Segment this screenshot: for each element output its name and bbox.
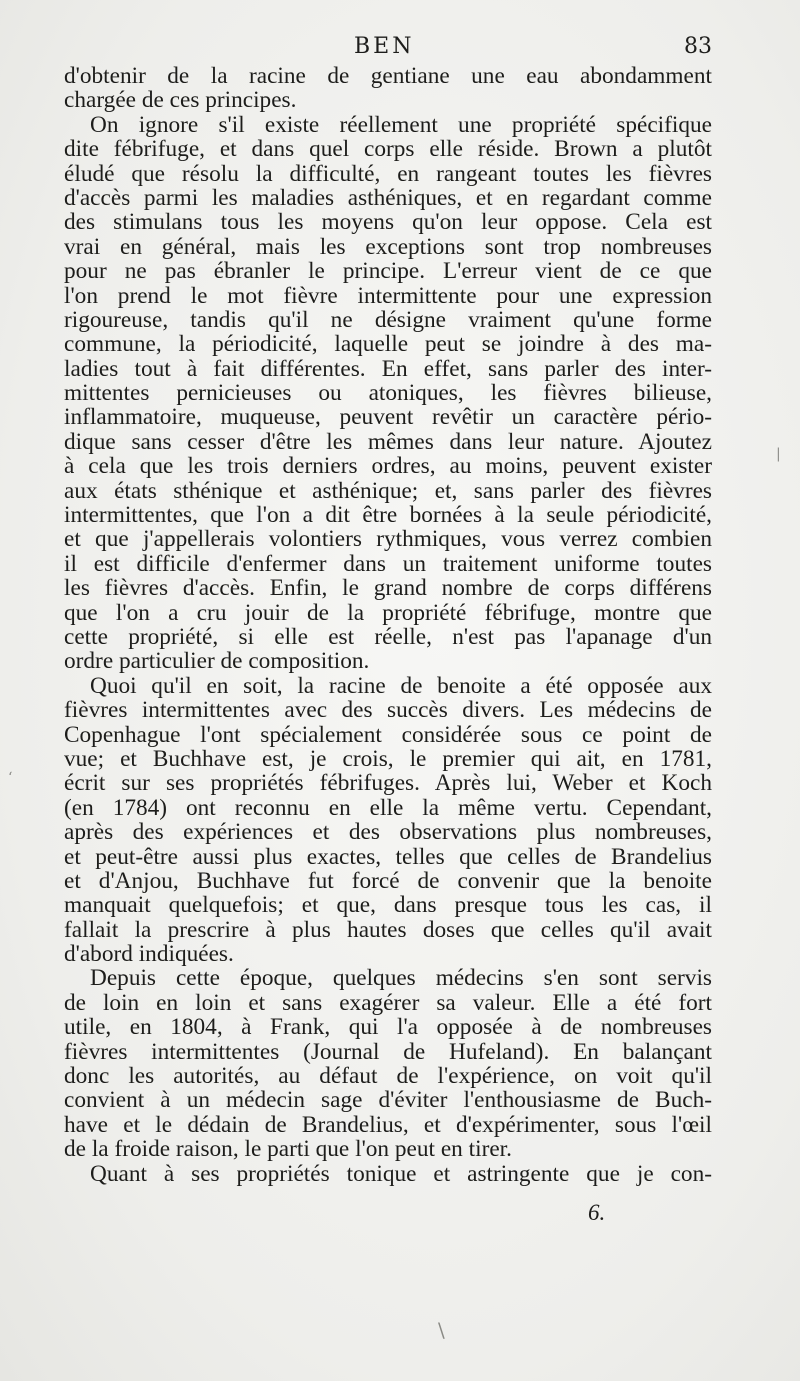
page-number: 83 <box>684 34 712 59</box>
text-line: pour ne pas ébranler le principe. L'erreur vient de ce que <box>64 259 712 284</box>
text-line: à cela que les trois derniers ordres, au moins, peuvent exister <box>64 454 712 479</box>
text-line: écrit sur ses propriétés fébrifuges. Après lui, Weber et Koch <box>64 771 712 796</box>
text-line: d'accès parmi les maladies asthéniques, et en regardant comme <box>64 185 712 211</box>
text-line: inflammatoire, muqueuse, peuvent revêtir un caractère pério- <box>64 405 712 430</box>
text-line: fallait la prescrire à plus hautes doses que celles qu'il avait <box>64 917 712 943</box>
text-line: On ignore s'il existe réellement une propriété spécifique <box>90 112 712 138</box>
text-line: l'on prend le mot fièvre intermittente pour une expression <box>64 283 712 308</box>
running-head: BEN <box>354 34 415 59</box>
text-line: chargée de ces principes. <box>64 88 297 113</box>
text-line: convient à un médecin sage d'éviter l'enthousiasme de Buch- <box>64 1088 712 1113</box>
text-line: utile, en 1804, à Frank, qui l'a opposée à de nombreuses <box>64 1015 712 1040</box>
signature-mark: 6. <box>588 1200 606 1225</box>
text-line: Copenhague l'ont spécialement considérée sous ce point de <box>64 722 712 747</box>
text-line: cette propriété, si elle est réelle, n'est pas l'apanage d'un <box>64 624 712 650</box>
text-line: Quant à ses propriétés tonique et astringente que je con- <box>90 1161 712 1186</box>
text-line: ordre particulier de composition. <box>64 649 370 674</box>
text-line: intermittentes, que l'on a dit être bornées à la seule périodicité, <box>64 503 712 528</box>
text-line: de loin en loin et sans exagérer sa valeur. Elle a été fort <box>64 990 712 1016</box>
text-line: et d'Anjou, Buchhave fut forcé de convenir que la benoite <box>64 868 712 894</box>
margin-tick-mark: | <box>776 446 781 462</box>
text-line: d'obtenir de la racine de gentiane une eau abondamment <box>64 64 712 89</box>
text-line: fièvres intermittentes avec des succès divers. Les médecins de <box>64 698 712 723</box>
body-text <box>64 64 712 1186</box>
text-line: manquait quelquefois; et que, dans presque tous les cas, il <box>64 893 712 918</box>
text-line: Quoi qu'il en soit, la racine de benoite a été opposée aux <box>90 673 712 699</box>
text-line: vrai en général, mais les exceptions sont trop nombreuses <box>64 234 712 260</box>
text-line: après des expériences et des observations plus nombreuses, <box>64 820 712 845</box>
text-line: éludé que résolu la difficulté, en rangeant toutes les fièvres <box>64 161 712 186</box>
text-line: (en 1784) ont reconnu en elle la même vertu. Cependant, <box>64 795 712 821</box>
text-line: et que j'appellerais volontiers rythmiques, vous verrez combien <box>64 527 712 552</box>
text-line: aux états sthénique et asthénique; et, sans parler des fièvres <box>64 478 712 504</box>
margin-stroke-mark: \ <box>438 1318 445 1342</box>
page-header <box>64 34 712 64</box>
text-line: dite fébrifuge, et dans quel corps elle réside. Brown a plutôt <box>64 137 712 162</box>
text-line: il est difficile d'enfermer dans un traitement uniforme toutes <box>64 551 712 577</box>
text-line: les fièvres d'accès. Enfin, le grand nombre de corps différens <box>64 576 712 601</box>
text-line: rigoureuse, tandis qu'il ne désigne vraiment qu'une forme <box>64 307 712 333</box>
text-line: fièvres intermittentes (Journal de Hufeland). En balançant <box>64 1039 712 1065</box>
text-line: d'abord indiquées. <box>64 942 234 967</box>
text-line: have et le dédain de Brandelius, et d'expérimenter, sous l'œil <box>64 1112 712 1138</box>
margin-pencil-mark: ʻ <box>8 770 13 786</box>
text-line: dique sans cesser d'être les mêmes dans leur nature. Ajoutez <box>64 429 712 455</box>
text-line: donc les autorités, au défaut de l'expérience, on voit qu'il <box>64 1064 712 1089</box>
text-line: commune, la périodicité, laquelle peut se joindre à des ma- <box>64 332 712 357</box>
text-line: des stimulans tous les moyens qu'on leur oppose. Cela est <box>64 210 712 235</box>
text-line: ladies tout à fait différentes. En effet, sans parler des inter- <box>64 356 712 382</box>
text-line: mittentes pernicieuses ou atoniques, les fièvres bilieuse, <box>64 381 712 406</box>
text-line: Depuis cette époque, quelques médecins s'en sont servis <box>90 966 712 991</box>
text-line: vue; et Buchhave est, je crois, le premier qui ait, en 1781, <box>64 746 712 772</box>
text-line: de la froide raison, le parti que l'on peut en tirer. <box>64 1137 512 1162</box>
text-line: que l'on a cru jouir de la propriété fébrifuge, montre que <box>64 600 712 625</box>
text-line: et peut-être aussi plus exactes, telles que celles de Brandelius <box>64 844 712 869</box>
